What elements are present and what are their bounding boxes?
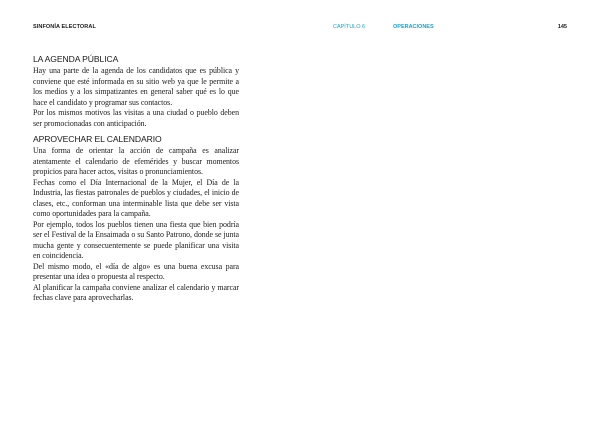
paragraph: Una forma de orientar la acción de campaña es analizar atentamente el calendario de efemérides y buscar momentos propicios para hacer actos, visitas o pronunciamientos. xyxy=(33,146,239,176)
paragraph: Por los mismos motivos las visitas a una ciudad o pueblo deben ser promocionadas con anticipación. xyxy=(33,108,239,128)
section-heading: LA AGENDA PÚBLICA xyxy=(33,54,119,64)
paragraph: Fechas como el Día Internacional de la Mujer, el Día de la Industria, las fiestas patronales de pueblos y ciudades, el inicio de clases, etc., conforman una interminable lista que debe ser vista como oportunidades para la campaña. xyxy=(33,177,239,218)
paragraph: Al planificar la campaña conviene analizar el calendario y marcar fechas clave para aprovecharlas. xyxy=(33,282,239,302)
section-agenda-publica xyxy=(33,54,239,129)
page-number: 145 xyxy=(557,24,567,30)
section-heading: APROVECHAR EL CALENDARIO xyxy=(33,134,162,144)
paragraph: Por ejemplo, todos los pueblos tienen una fiesta que bien podría ser el Festival de la Ensaimada o su Santo Patrono, donde se junta mucha gente y consecuentemente se puede planificar una visita en coincidencia. xyxy=(33,219,239,260)
paragraph: Hay una parte de la agenda de los candidatos que es pública y conviene que esté informada en su sitio web ya que le permite a los medios y a los simpatizantes en general saber qué es lo que hace el candidato y programar sus contactos. xyxy=(33,66,239,107)
paragraph: Del mismo modo, el «día de algo» es una buena excusa para presentar una idea o propuesta al respecto. xyxy=(33,261,239,281)
section-aprovechar-calendario xyxy=(33,134,239,304)
running-header-book-title: SINFONÍA ELECTORAL xyxy=(33,24,96,30)
running-header-chapter: CAPÍTULO 6 xyxy=(333,24,366,30)
running-header-section: OPERACIONES xyxy=(393,24,434,30)
main-text-column xyxy=(33,54,239,304)
